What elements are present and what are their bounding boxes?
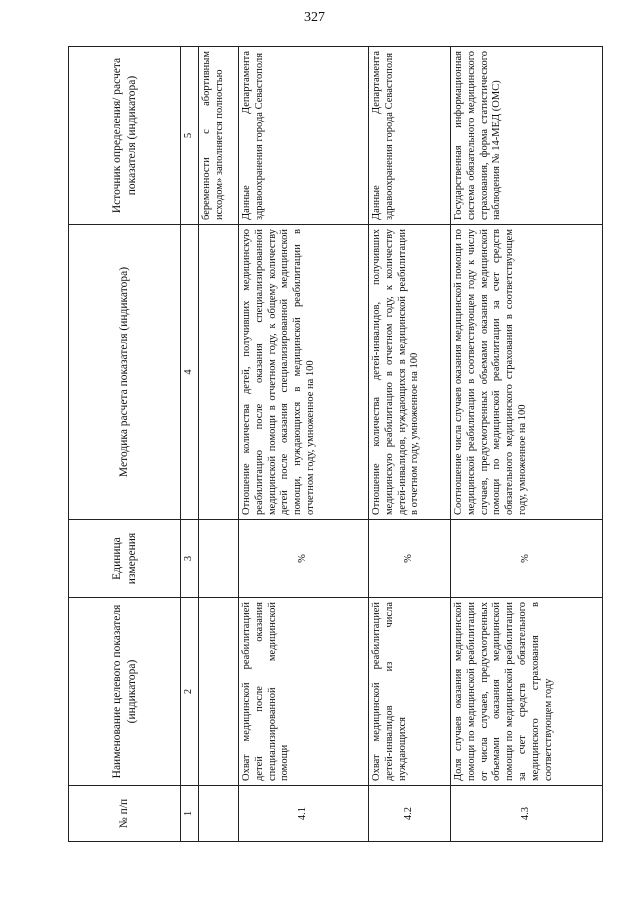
- row-number: 4.1: [239, 786, 369, 842]
- table-row: [369, 47, 451, 842]
- unit: %: [369, 520, 451, 598]
- data-source: Данные Департамента здравоохранения города Севастополя: [239, 47, 369, 225]
- header-num: № п/п: [69, 786, 181, 842]
- indicator-name: Охват медицинской реабилитацией детей после оказания специализированной медицинской помощи: [239, 598, 369, 786]
- header-name: Наименование целевого показателя (индикатора): [69, 598, 181, 786]
- column-index-row: [181, 47, 199, 842]
- unit: %: [239, 520, 369, 598]
- header-source: Источник определения/ расчета показателя (индикатора): [69, 47, 181, 225]
- column-index: 4: [181, 225, 199, 520]
- continuation-source: беременности с абортивным исходом» заполняется полностью: [199, 47, 239, 225]
- calculation-method: Соотношение числа случаев оказания медицинской помощи по медицинской реабилитации в соответствующем году к числу случаев, предусмотренных объемами оказания медицинской помощи по медицинской реабилитации за счет средств обязательного медицинского страхования в соответствующем году, умноженное на 100: [451, 225, 603, 520]
- column-index: 3: [181, 520, 199, 598]
- table-cell-empty: [199, 225, 239, 520]
- column-index: 1: [181, 786, 199, 842]
- row-number: 4.2: [369, 786, 451, 842]
- table-cell-empty: [199, 786, 239, 842]
- table-row: [451, 47, 603, 842]
- header-method: Методика расчета показателя (индикатора): [69, 225, 181, 520]
- column-index: 2: [181, 598, 199, 786]
- table-row: [239, 47, 369, 842]
- calculation-method: Отношение количества детей, получивших медицинскую реабилитацию после оказания специализированной медицинской помощи в отчетном году, к общему количеству детей после оказания специализированной медицинской помощи, нуждающихся в медицинской реабилитации в отчетном году, умноженное на 100: [239, 225, 369, 520]
- page-number: 327: [304, 10, 325, 25]
- calculation-method: Отношение количества детей-инвалидов, получивших медицинскую реабилитацию в отчетном году, к количеству детей-инвалидов, нуждающихся в медицинской реабилитации в отчетном году, умноженное на 100: [369, 225, 451, 520]
- rotated-table-frame: [68, 47, 603, 842]
- indicator-name: Охват медицинской реабилитацией детей-инвалидов из числа нуждающихся: [369, 598, 451, 786]
- header-unit: Единица измерения: [69, 520, 181, 598]
- indicator-name: Доля случаев оказания медицинской помощи по медицинской реабилитации от числа случаев, предусмотренных объемами оказания медицинской помощи по медицинской реабилитации за счет средств обязательного медицинского страхования в соответствующем году: [451, 598, 603, 786]
- table-cell-empty: [199, 598, 239, 786]
- unit: %: [451, 520, 603, 598]
- data-source: Государственная информационная система обязательного медицинского страхования, форма статистического наблюдения № 14-МЕД (ОМС): [451, 47, 603, 225]
- data-source: Данные Департамента здравоохранения города Севастополя: [369, 47, 451, 225]
- indicator-table: [68, 46, 603, 842]
- continuation-row: [199, 47, 239, 842]
- column-index: 5: [181, 47, 199, 225]
- row-number: 4.3: [451, 786, 603, 842]
- table-cell-empty: [199, 520, 239, 598]
- table-header-row: [69, 47, 181, 842]
